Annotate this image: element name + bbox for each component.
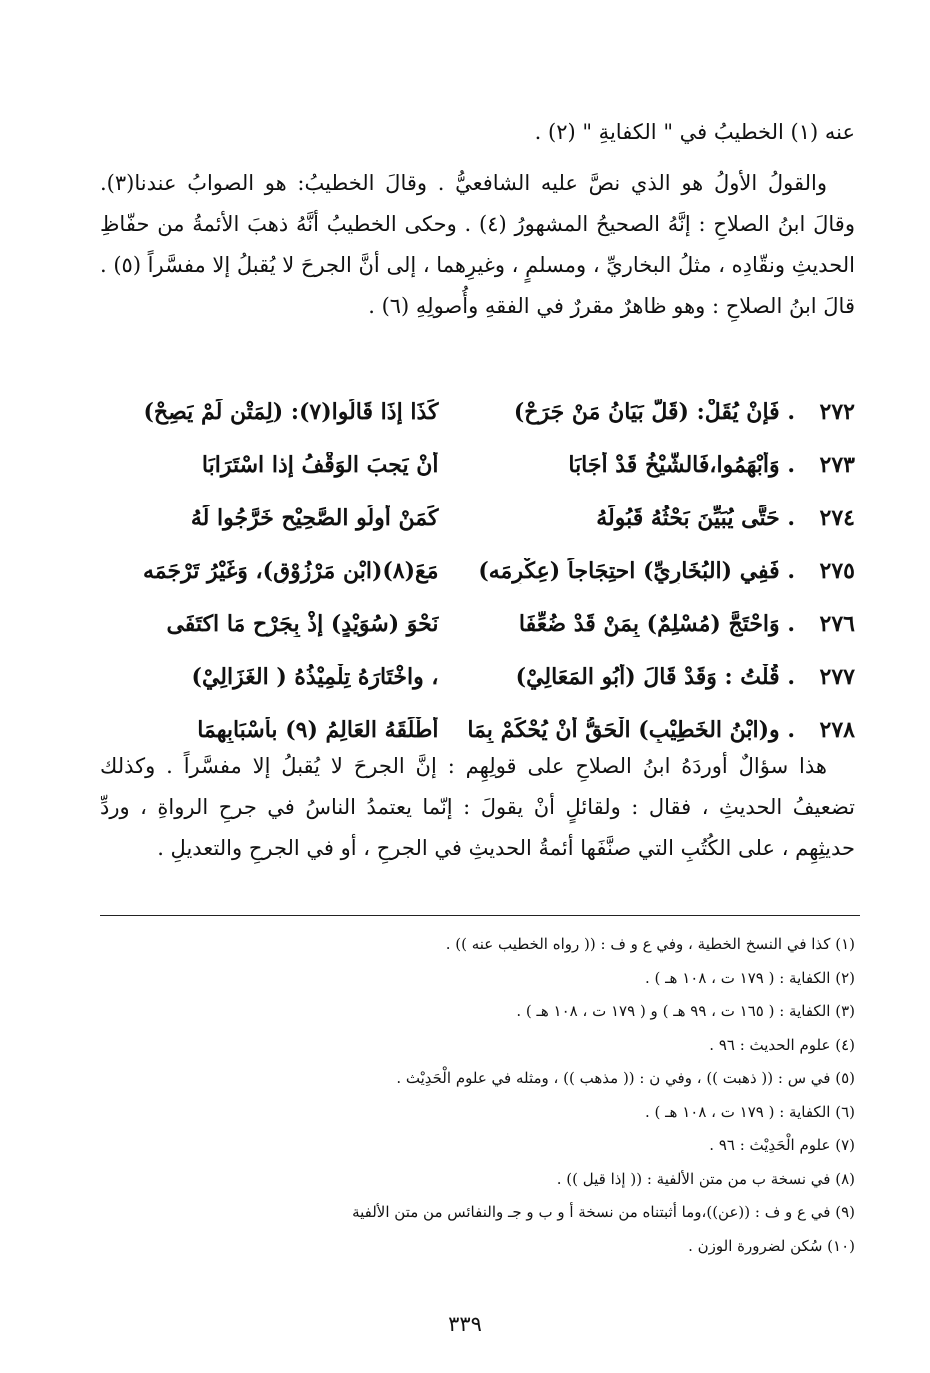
page-number: ٣٣٩ xyxy=(448,1312,482,1336)
verse-number: ٢٧٧ xyxy=(819,663,855,690)
footnote: (١٠) سُكن لضرورة الوزن . xyxy=(688,1236,855,1255)
verse-number: ٢٧٨ xyxy=(819,716,855,743)
verse-first-hemistich: . فَفِي (البُخَارِيِّ) احتِجَاجاً (عِكْرِمَه) xyxy=(478,557,795,584)
commentary-paragraph-2 xyxy=(100,746,855,869)
verse-number: ٢٧٣ xyxy=(819,451,855,478)
verse-first-hemistich: . وَاحْتَجَّ (مُسْلِمٌ) بِمَنْ قَدْ ضُعِّفَا xyxy=(518,610,795,637)
footnote: (١) كذا في النسخ الخطية ، وفي ع و ف : (( رواه الخطيب عنه )) . xyxy=(445,935,855,953)
verse-number: ٢٧٥ xyxy=(819,557,855,584)
footnote: (٢) الكفاية : ( ١٧٩ ت ، ١٠٨ هـ ) . xyxy=(644,968,855,987)
footnote: (٨) في نسخة ب من متن الألفية : (( إذا قيل )) . xyxy=(556,1169,855,1188)
verse-line xyxy=(100,491,855,544)
verse-first-hemistich: . وَأبْهَمُوا،فَالشَّيْخُ قَدْ أجَابَا xyxy=(568,451,795,478)
verse-line xyxy=(100,544,855,597)
verse-first-hemistich: . و(ابْنُ الخَطِيْبِ) الْحَقُّ أنْ يُحْكَمْ بِمَا xyxy=(467,716,795,743)
footnote: (٦) الكفاية : ( ١٧٩ ت ، ١٠٨ هـ ) . xyxy=(644,1102,855,1121)
verse-first-hemistich: . قُلْتُ : وَقَدْ قَالَ (أبُو المَعَالِيْ) xyxy=(515,663,795,690)
verse-number: ٢٧٢ xyxy=(819,398,855,425)
footnote: (٤) علوم الحديث : ٩٦ . xyxy=(709,1035,855,1054)
verse-second-hemistich: أطْلَقَهُ العَالِمُ (٩) بأسْبَابِهِمَا xyxy=(197,716,439,743)
continuation-paragraph xyxy=(100,112,855,153)
verse-block xyxy=(100,385,855,756)
verse-first-hemistich: . حَتَّى يُبَيِّنَ بَحْثُهُ قَبُولَهُ xyxy=(596,504,795,531)
verse-line xyxy=(100,650,855,703)
verse-second-hemistich: كَمَنْ أُولُو الصَّحِيْحِ خَرَّجُوا لَهُ xyxy=(190,504,439,531)
verse-second-hemistich: نَحْوَ (سُوَيْدٍ) إذْ بِجَرْحٍ مَا اكتَفَى xyxy=(166,610,439,637)
verse-line xyxy=(100,385,855,438)
verse-second-hemistich: كَذَا إذَا قَالُوا(٧): (لِمَتْنٍ لَمْ يَصِحْ) xyxy=(143,398,439,425)
footnotes xyxy=(100,928,855,1263)
verse-number: ٢٧٤ xyxy=(819,504,855,531)
verse-second-hemistich: ، واخْتَارَهُ تِلْمِيْذُهُ ( الغَزَالِيْ) xyxy=(191,663,439,690)
continuation-text: عنه (١) الخطيبُ في " الكفايةِ " (٢) . xyxy=(534,120,855,144)
commentary-text-2: هذا سؤالٌ أوردَهُ ابنُ الصلاحِ على قولِهِم : إنَّ الجرحَ لا يُقبلُ إلا مفسَّراً . وكذلك تضعيفُ الحديثِ ، فقال : ولقائلٍ أنْ يقولَ : إنّما يعتمدُ الناسُ في جرحِ الرواةِ ، وردِّ حديثِهِم ، على الكُتُبِ التي صنَّفَها أئمةُ الحديثِ في الجرحِ ، أو في الجرحِ والتعديلِ . xyxy=(100,754,855,860)
verse-number: ٢٧٦ xyxy=(819,610,855,637)
verse-second-hemistich: أنْ يَجبَ الوَقْفُ إذا اسْتَرَابَا xyxy=(201,451,439,478)
footnote: (٧) علوم الْحَدِيْث : ٩٦ . xyxy=(709,1136,855,1154)
footnote: (٣) الكفاية : ( ١٦٥ ت ، ٩٩ هـ ) و ( ١٧٩ ت ، ١٠٨ هـ ) . xyxy=(516,1002,855,1020)
footnote: (٩) في ع و ف : ((عن))،وما أثبتناه من نسخة أ و ب و جـ والنفائس من متن الألفية xyxy=(352,1203,855,1221)
verse-second-hemistich: مَعَ(٨)(ابْنِ مَرْزُوْقٍ)، وَغَيْرُ تَرْجَمَه xyxy=(142,557,439,584)
verse-first-hemistich: . فَإنْ يُقَلْ: (قَلَّ بَيَانُ مَنْ جَرَحْ) xyxy=(513,398,795,425)
verse-line xyxy=(100,597,855,650)
footnote-divider xyxy=(100,915,860,916)
commentary-paragraph-1 xyxy=(100,163,855,327)
commentary-text-1: والقولُ الأولُ هو الذي نصَّ عليه الشافعيُّ . وقالَ الخطيبُ: هو الصوابُ عندنا(٣). وقالَ ابنُ الصلاحِ : إنَّهُ الصحيحُ المشهورُ (٤) . وحكى الخطيبُ أنَّهُ ذهبَ الأئمةُ من حفّاظِ الحديثِ ونقّادِه ، مثلُ البخاريِّ ، ومسلمٍ ، وغيرِهما ، إلى أنَّ الجرحَ لا يُقبلُ إلا مفسَّراً (٥) . قالَ ابنُ الصلاحِ : وهو ظاهرٌ مقررٌ في الفقهِ وأُصولِهِ (٦) . xyxy=(99,171,855,318)
footnote: (٥) في س : (( ذهبت )) ، وفي ن : (( مذهب )) ، ومثله في علوم الْحَدِيْث . xyxy=(396,1069,855,1087)
verse-line xyxy=(100,438,855,491)
